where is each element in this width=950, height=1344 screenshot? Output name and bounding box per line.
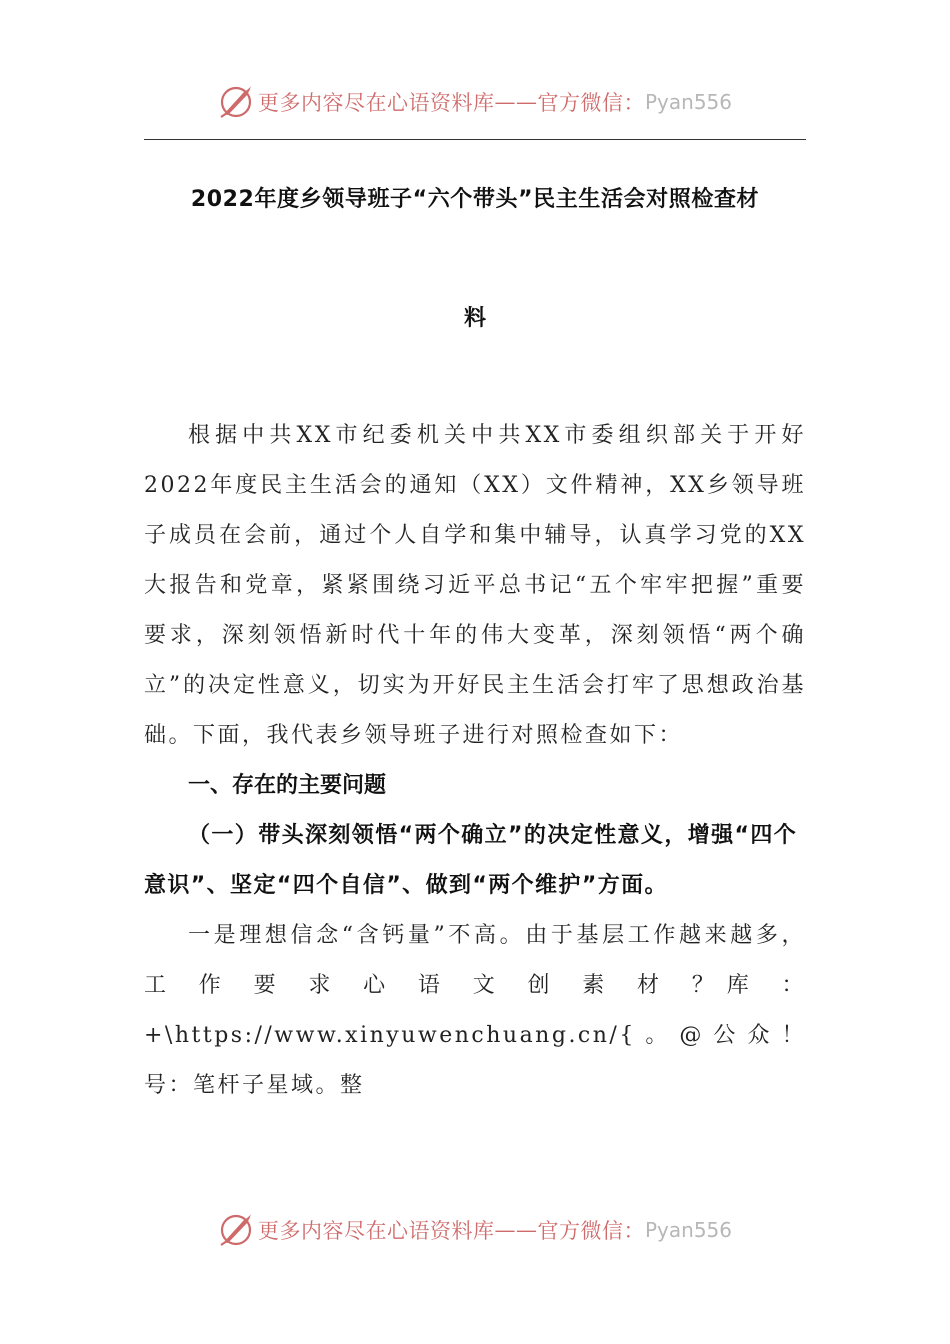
quill-logo-icon xyxy=(218,1212,254,1248)
brand-dash: —— xyxy=(494,90,538,114)
brand-name: 更多内容尽在心语资料库 xyxy=(257,91,495,115)
wechat-id: Pyan556 xyxy=(644,90,732,114)
wechat-id: Pyan556 xyxy=(644,1218,732,1242)
quill-logo-icon xyxy=(218,84,254,120)
body-paragraph: 一是理想信念“含钙量”不高。由于基层工作越来越多， 工 作 要 求 心 语 文 创 素 材 ？库 ： +\https://www.xinyuwenchuang.cn/{。@公众！号：笔杆子星域。整 xyxy=(144,923,806,1098)
document-title xyxy=(144,178,806,341)
document-body xyxy=(144,411,806,1111)
brand-name: 更多内容尽在心语资料库 xyxy=(257,1219,495,1243)
brand-dash: —— xyxy=(494,1218,538,1242)
wechat-label: 官方微信： xyxy=(537,91,645,115)
section-heading: 一、存在的主要问题 xyxy=(188,773,387,798)
title-line-2: 料 xyxy=(463,306,486,331)
header-watermark-banner xyxy=(0,80,950,124)
footer-watermark-banner xyxy=(0,1208,950,1252)
subsection-heading: （一）带头深刻领悟“两个确立”的决定性意义，增强“四个意识”、坚定“四个自信”、做到“两个维护”方面。 xyxy=(144,823,798,898)
title-line-1: 2022年度乡领导班子“六个带头”民主生活会对照检查材 xyxy=(190,187,760,212)
header-divider xyxy=(144,139,806,140)
intro-paragraph: 根据中共XX市纪委机关中共XX市委组织部关于开好2022年度民主生活会的通知（XX）文件精神，XX乡领导班子成员在会前，通过个人自学和集中辅导，认真学习党的XX大报告和党章，紧紧围绕习近平总书记“五个牢牢把握”重要要求，深刻领悟新时代十年的伟大变革，深刻领悟“两个确立”的决定性意义，切实为开好民主生活会打牢了思想政治基础。下面，我代表乡领导班子进行对照检查如下： xyxy=(144,423,806,748)
wechat-label: 官方微信： xyxy=(537,1219,645,1243)
